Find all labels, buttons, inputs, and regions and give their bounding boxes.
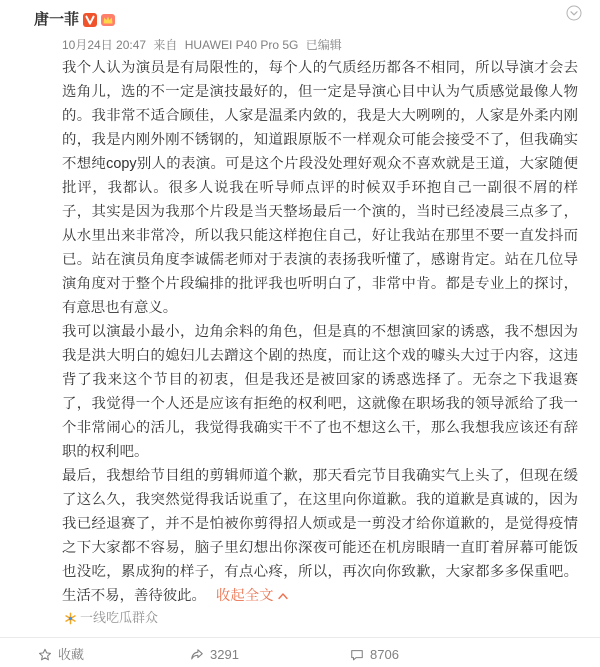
post-text: 不想纯copy别人的表演。可是这个片段没处理好观众不喜欢就是王道，大家随便	[62, 156, 578, 172]
post-date[interactable]: 10月24日 20:47	[62, 38, 147, 52]
post-text-line	[62, 80, 578, 104]
post-text-line	[62, 128, 578, 152]
share-icon	[190, 648, 204, 662]
post-text: 从水里出来非常冷，所以我只能这样抱住自己，好让我站在那里不要一直发抖而	[62, 228, 578, 244]
post-text-line	[62, 560, 578, 584]
star-icon	[38, 648, 52, 662]
action-bar-divider	[0, 637, 600, 638]
post-text: 了，我觉得一个人还是应该有拒绝的权利吧，这就像在职场我的领导派给了我一	[62, 396, 578, 412]
post-author	[34, 10, 115, 30]
post-text: 已。站在演员角度李诚儒老师对于表演的表扬我听懂了，感谢肯定。站在几位导	[62, 252, 578, 268]
post-text: 最后，我想给节目组的剪辑师道个歉，那天看完节目我确实气上头了，但现在缓	[62, 468, 578, 484]
comment-count: 8706	[370, 647, 399, 662]
post-text: 有意思也有意义。	[62, 300, 178, 316]
post-text-line	[62, 56, 578, 80]
post-meta	[62, 37, 346, 53]
post-text: 职的权利吧。	[62, 444, 149, 460]
chevron-down-circle-icon	[566, 5, 582, 21]
post-text-line	[62, 104, 578, 128]
post-text-line	[62, 536, 578, 560]
post-text-line	[62, 368, 578, 392]
comment-icon	[350, 648, 364, 662]
verified-v-icon	[83, 13, 97, 27]
post-text-line	[62, 272, 578, 296]
edited-label[interactable]: 已编辑	[305, 38, 342, 52]
post-text: 之下大家都不容易，脑子里幻想出你深夜可能还在机房眼睛一直盯着屏幕可能饭	[62, 540, 578, 556]
post-text: 我可以演最小最小，边角余料的角色，但是真的不想演回家的诱惑，我不想因为	[62, 324, 578, 340]
post-text: 的，我是内刚外刚不锈钢的，知道跟原版不一样观众可能会接受不了，但我确实	[62, 132, 578, 148]
post-text-line	[62, 440, 578, 464]
favorite-button[interactable]	[38, 644, 84, 666]
post-text-line	[62, 296, 578, 320]
topic-label: 一线吃瓜群众	[80, 610, 159, 625]
post-text-line	[62, 584, 578, 608]
post-text-line	[62, 176, 578, 200]
comment-button[interactable]	[350, 644, 399, 666]
source-prefix: 来自	[153, 38, 178, 52]
post-text-line	[62, 464, 578, 488]
post-paragraph	[62, 56, 578, 320]
post-text: 生活不易，善待彼此。	[62, 588, 206, 604]
post-text: 我已经退赛了，并不是怕被你剪得招人烦或是一剪没才给你道歉的，是觉得疫情	[62, 516, 578, 532]
topic-link[interactable]	[64, 608, 158, 628]
post-text-line	[62, 320, 578, 344]
post-paragraph	[62, 320, 578, 464]
post-text: 个非常闹心的活儿，我觉得我确实干不了也不想这么干，那么我想我应该还有辞	[62, 420, 578, 436]
member-badge-icon	[101, 13, 115, 27]
repost-count: 3291	[210, 647, 239, 662]
post-text-line	[62, 512, 578, 536]
post-text: 选角儿，选的不一定是演技最好的，但一定是导演心目中认为气质感觉最像人物	[62, 84, 578, 100]
post-text-line	[62, 392, 578, 416]
post-body	[62, 56, 578, 608]
collapse-label: 收起全文	[215, 588, 274, 604]
post-text: 批评，我都认。很多人说我在听导师点评的时候双手环抱自己一副很不屑的样	[62, 180, 578, 196]
post-text: 的。我非常不适合顾佳，人家是温柔内敛的，我是大大咧咧的，人家是外柔内刚	[62, 108, 578, 124]
author-name[interactable]: 唐一菲	[34, 11, 80, 28]
post-text: 背了我来这个节目的初衷，但是我还是被回家的诱惑选择了。无奈之下我退赛	[62, 372, 578, 388]
post-device-source[interactable]: HUAWEI P40 Pro 5G	[184, 38, 299, 52]
repost-button[interactable]	[190, 644, 239, 666]
post-text-line	[62, 224, 578, 248]
post-paragraph	[62, 464, 578, 608]
topic-flower-icon	[64, 612, 77, 625]
post-text: 子，其实是因为我那个片段是当天整场最后一个演的，当时已经凌晨三点多了，	[62, 204, 578, 220]
post-menu-button[interactable]	[566, 5, 582, 21]
post-text: 演角度对于整个片段编排的批评我也听明白了，非常中肯。都是专业上的探讨，	[62, 276, 578, 292]
post-text: 也没吃，累成狗的样子，有点心疼，所以，再次向你致歉，大家都多多保重吧。	[62, 564, 578, 580]
post-text: 我个人认为演员是有局限性的，每个人的气质经历都各不相同，所以导演才会去	[62, 60, 578, 76]
collapse-full-text-link[interactable]	[216, 588, 288, 604]
post-text-line	[62, 416, 578, 440]
post-text-line	[62, 152, 578, 176]
post-text-line	[62, 488, 578, 512]
post-text-line	[62, 248, 578, 272]
post-text: 了这么久，我突然觉得我话说重了，在这里向你道歉。我的道歉是真诚的，因为	[62, 492, 578, 508]
post-text-line	[62, 200, 578, 224]
post-text-line	[62, 344, 578, 368]
favorite-label: 收藏	[58, 647, 85, 662]
post-text: 我是洪大明白的媳妇儿去蹭这个剧的热度，而让这个戏的噱头大过于内容，这违	[62, 348, 578, 364]
caret-up-icon	[278, 592, 288, 600]
